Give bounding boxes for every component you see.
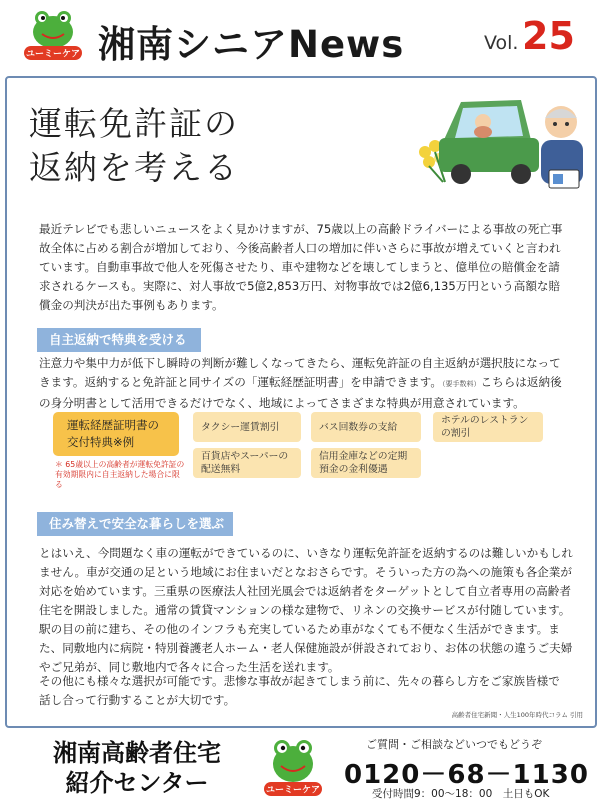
benefit-item: 百貨店やスーパーの配送無料 — [193, 448, 301, 478]
self-return-text-b: こちらは返納後の身分明書として活用できるだけでなく、地域によってさまざまな特典が用意されています。 — [39, 375, 562, 410]
volume-label: Vol. — [484, 32, 519, 54]
citation: 高齢者住宅新聞・人生100年時代コラム 引用 — [451, 711, 583, 719]
elderly-man-icon — [541, 106, 583, 188]
section-heading-relocation: 住み替えで安全な暮らしを選ぶ — [37, 512, 233, 536]
footer — [0, 732, 600, 804]
benefit-item: 信用金庫などの定期預金の金利優遇 — [311, 448, 421, 478]
newsletter-title: 湘南シニアNews — [98, 23, 405, 66]
self-return-text-a: 注意力や集中力が低下し瞬時の判断が難しくなってきたら、運転免許証の自主返納が選択肢になってきます。返納すると免許証と同サイズの「運転経歴証明書」を申請できます。 — [39, 356, 561, 389]
volume-number: 25 — [522, 14, 575, 58]
relocation-paragraph: とはいえ、今問題なく車の運転ができているのに、いきなり運転免許証を返納するのは難しいかもしれません。車が交通の足という地域にお住まいだとなおさらです。そういった方の為への施策も各企業が対応を始めています。三重県の医療法人社団光風会では返納者をターゲットとして自立者専用の高齢者住宅を開設しました。通常の賃貸マンションの様な建物で、リネンの交換サービスが付随しています。駅の目の前に建ち、その他のインフラも充実しているため車がなくても不便なく生活ができます。また、同敷地内に病院・特別養護老人ホーム・老人保健施設が併設されており、お体の状態の違うご夫婦やご兄弟が、同じ敷地内で各々に合った生活を送れます。 — [39, 546, 574, 674]
intro-paragraph: 最近テレビでも悲しいニュースをよく見かけますが、75歳以上の高齢ドライバーによる事故の死亡事故全体に占める割合が増加しており、今後高齢者人口の増加に伴いさらに事故が増えていくと言われています。自動車事故で他人を死傷させたり、車や建物などを壊してしまうと、億単位の賠償金を請求されるケースも。実際に、対人事故で5億2,853万円、対物事故では2億6,135万円という高額な賠償金の判決が出た事例もあります。 — [39, 222, 563, 312]
frog-logo-icon — [22, 6, 84, 62]
headline-line-2: 返納を考える — [29, 148, 239, 187]
benefit-item: バス回数券の支給 — [311, 412, 421, 442]
header — [0, 0, 600, 72]
benefit-item: ホテルのレストランの割引 — [433, 412, 543, 442]
contact-note: ご質問・ご相談などいつでもどうぞ — [366, 738, 542, 751]
benefit-card-note: ＊ 65歳以上の高齢者が運転免許証の有効期限内に自主返納した場合に限る — [55, 460, 185, 489]
fee-note: （要手数料） — [442, 380, 481, 388]
benefit-card-title-line-1: 運転経歴証明書の — [67, 418, 159, 432]
benefit-item: タクシー運賃割引 — [193, 412, 301, 442]
article-headline — [29, 102, 239, 190]
self-return-paragraph — [39, 354, 571, 413]
headline-line-1: 運転免許証の — [29, 104, 239, 143]
phone-number[interactable]: 0120－68－1130 — [344, 760, 589, 790]
closing-paragraph: その他にも様々な選択が可能です。悲惨な事故が起きてしまう前に、先々の暮らし方をご家族皆様で話し合って行動することが大切です。 — [39, 674, 560, 707]
center-name-line-1: 湘南高齢者住宅 — [53, 739, 221, 767]
benefit-card-title — [53, 412, 179, 456]
business-hours: 受付時間9：00～18：00 土日もOK — [372, 788, 550, 800]
logo-text: ユーミーケア — [25, 49, 81, 60]
center-name — [32, 738, 242, 798]
section-heading-self-return: 自主返納で特典を受ける — [37, 328, 201, 352]
center-name-line-2: 紹介センター — [65, 769, 209, 797]
car-icon — [439, 100, 539, 184]
elderly-driver-illustration — [413, 82, 589, 200]
article-panel — [5, 76, 597, 728]
benefit-card-title-line-2: 交付特典※例 — [67, 435, 135, 449]
frog-mascot-icon — [262, 736, 324, 798]
footer-logo-text: ユーミーケア — [265, 785, 321, 796]
